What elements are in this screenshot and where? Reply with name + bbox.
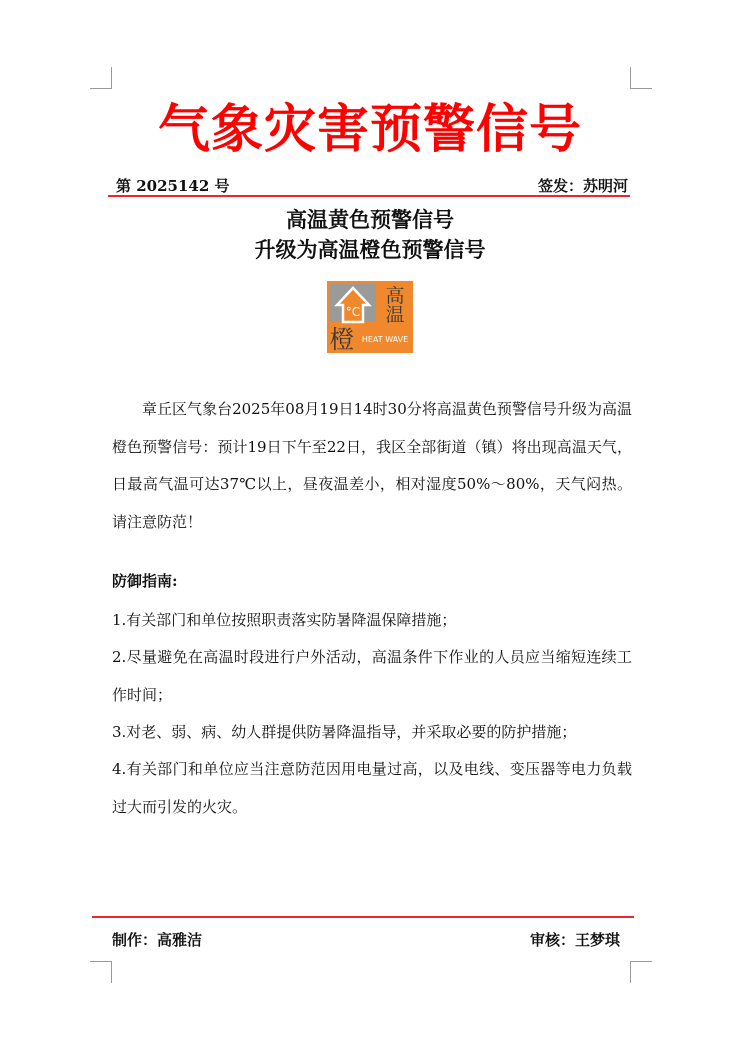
issuer: 签发：苏明河 (537, 177, 628, 195)
crop-mark (630, 67, 631, 89)
crop-mark (90, 961, 112, 962)
producer: 制作：高雅洁 (112, 931, 203, 949)
issue-row (116, 176, 628, 196)
guide-item: 1.有关部门和单位按照职责落实防暑降温保障措施； (112, 611, 457, 629)
crop-mark (111, 67, 112, 89)
icon-english-label: HEAT WAVE (361, 335, 409, 344)
icon-char-cheng: 橙 (329, 325, 355, 353)
document-title: 气象灾害预警信号 (157, 100, 582, 160)
heat-wave-orange-icon (327, 281, 413, 353)
footer-row (112, 929, 620, 951)
icon-char-wen: 温 (385, 304, 405, 326)
icon-char-gao: 高 (385, 285, 405, 307)
crop-mark (630, 961, 652, 962)
headline-line1: 高温黄色预警信号 (286, 207, 454, 232)
footer-divider (92, 916, 634, 918)
guide-item: 2.尽量避免在高温时段进行户外活动，高温条件下作业的人员应当缩短连续工作时间； (112, 648, 632, 704)
issue-number: 第 2025142 号 (116, 177, 230, 195)
crop-mark (90, 88, 112, 89)
degree-symbol: °C (345, 305, 361, 319)
headline-line2: 升级为高温橙色预警信号 (254, 237, 486, 262)
main-paragraph: 章丘区气象台2025年08月19日14时30分将高温黄色预警信号升级为高温橙色预警信号：预计19日下午至22日，我区全部街道（镇）将出现高温天气，日最高气温可达37℃以上，昼夜温差小，相对湿度50%～80%，天气闷热。请注意防范！ (112, 400, 632, 531)
guide-title: 防御指南: (112, 572, 178, 590)
guide-item: 4.有关部门和单位应当注意防范因用电量过高，以及电线、变压器等电力负载过大而引发的火灾。 (112, 760, 632, 816)
header-divider (108, 195, 630, 197)
crop-mark (630, 88, 652, 89)
reviewer: 审核：王梦琪 (529, 931, 620, 949)
crop-mark (111, 961, 112, 983)
crop-mark (630, 961, 631, 983)
guide-item: 3.对老、弱、病、幼人群提供防暑降温指导，并采取必要的防护措施； (112, 723, 577, 741)
